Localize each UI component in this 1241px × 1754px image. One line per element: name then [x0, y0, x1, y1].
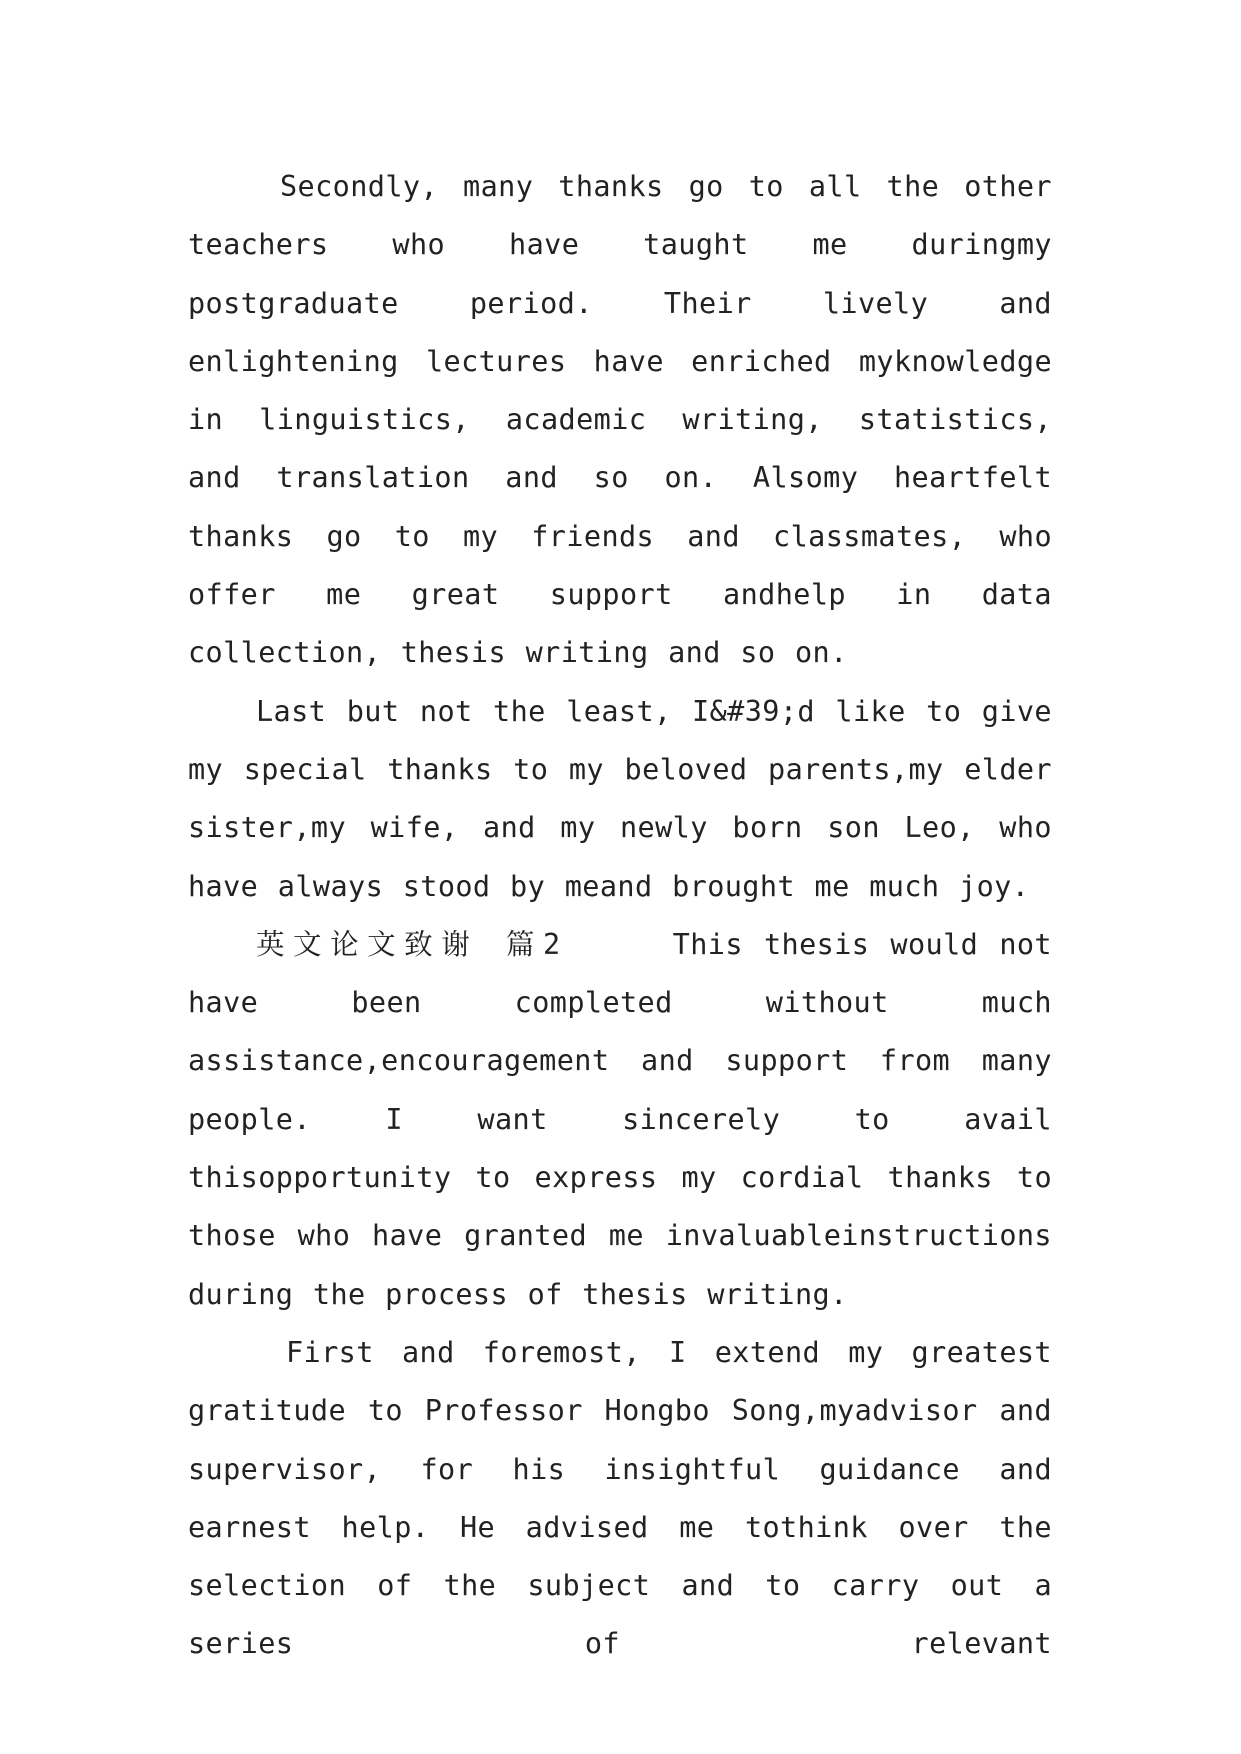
paragraph-section-2-text: This thesis would not have been completed without much assistance,encouragement and support from many people. I want sincerely to avail thisopportunity to express my cordial thanks to those who have granted me invaluableinstructions during the process of thesis writing.	[188, 927, 1052, 1311]
paragraph-first-text: First and foremost, I extend my greatest gratitude to Professor Hongbo Song,myadvisor and supervisor, for his insightful guidance and earnest help. He advised me tothink over the selection of the subject and to carry out a series of relevant	[188, 1335, 1052, 1661]
section-heading: 英文论文致谢 篇2	[256, 927, 568, 961]
paragraph-first-and-foremost	[188, 1324, 1052, 1674]
paragraph-secondly	[188, 158, 1052, 683]
document-body	[188, 158, 1052, 1674]
paragraph-last-but-not-least	[188, 683, 1052, 916]
paragraph-last-text: Last but not the least, I&#39;d like to give my special thanks to my beloved parents,my elder sister,my wife, and my newly born son Leo, who have always stood by meand brought me much joy.	[188, 694, 1052, 903]
paragraph-secondly-text: Secondly, many thanks go to all the other teachers who have taught me duringmy postgraduate period. Their lively and enlightening lectures have enriched myknowledge in linguistics, academic writing, statistics, and translation and so on. Alsomy heartfelt thanks go to my friends and classmates, who offer me great support andhelp in data collection, thesis writing and so on.	[188, 170, 1052, 670]
paragraph-section-2	[188, 916, 1052, 1324]
